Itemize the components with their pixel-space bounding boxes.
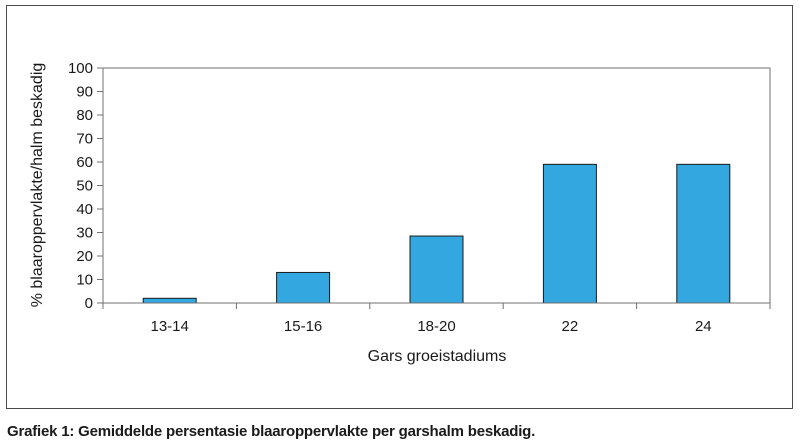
y-tick-label: 10 [76, 271, 93, 289]
bar-15-16 [277, 272, 330, 303]
y-tick-label: 50 [76, 177, 93, 195]
y-tick-label: 30 [76, 224, 93, 242]
y-tick-label: 0 [84, 295, 93, 312]
y-tick-label: 100 [67, 60, 93, 77]
bars-layer [143, 164, 730, 303]
x-axis-title: Gars groeistadiums [367, 348, 507, 365]
bar-22 [543, 164, 596, 303]
figure-caption: Grafiek 1: Gemiddelde persentasie blaaroppervlakte per garshalm beskadig. [7, 423, 536, 440]
bar-13-14 [143, 298, 196, 303]
y-tick-label: 40 [76, 201, 93, 218]
bar-18-20 [410, 236, 463, 303]
labels-layer [68, 60, 712, 335]
y-tick-label: 80 [76, 107, 93, 124]
y-tick-label: 90 [76, 83, 93, 101]
x-tick-label: 22 [561, 318, 579, 335]
y-tick-label: 20 [76, 248, 93, 265]
y-tick-label: 70 [76, 130, 93, 148]
x-tick-label: 18-20 [417, 318, 456, 335]
bar-24 [677, 164, 730, 303]
x-tick-label: 15-16 [283, 318, 323, 335]
y-axis-title: % blaaroppervlakte/halm beskadig [29, 62, 46, 308]
y-tick-label: 60 [76, 154, 93, 171]
x-tick-label: 24 [694, 318, 712, 335]
x-tick-label: 13-14 [150, 318, 189, 335]
